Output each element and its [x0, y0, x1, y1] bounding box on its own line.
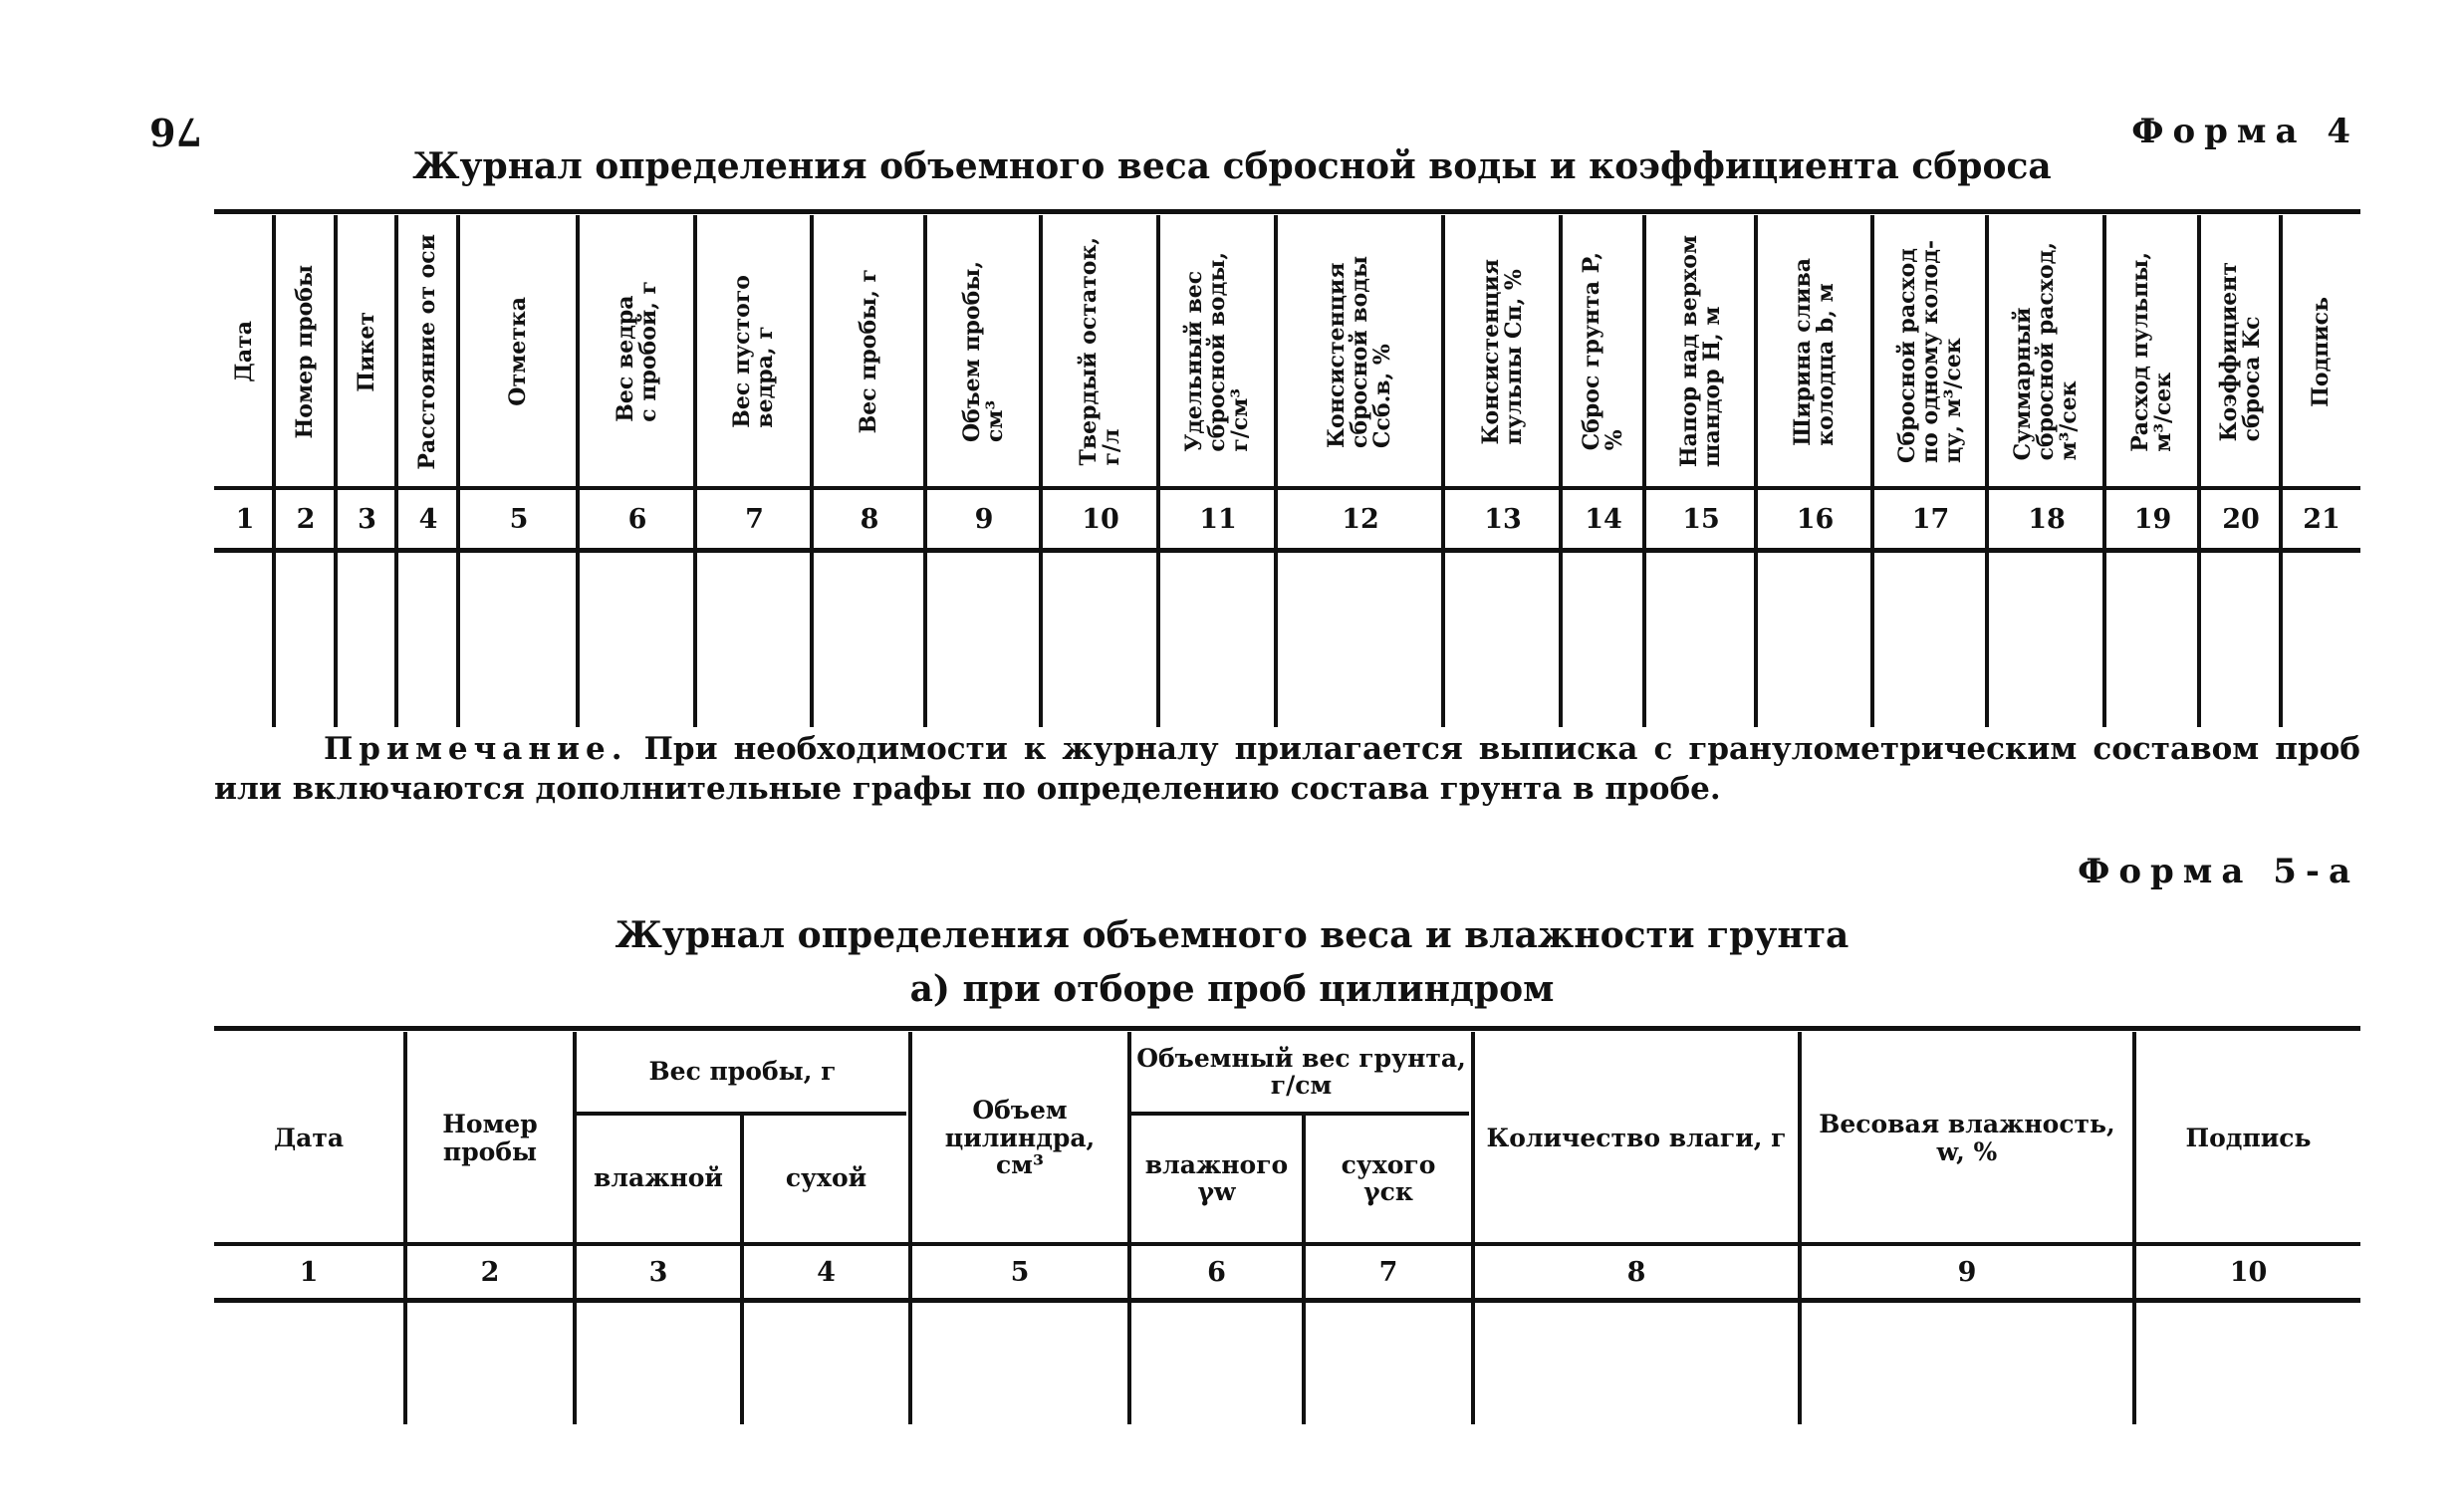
- form4-label: Форма 4: [2131, 112, 2359, 151]
- rule: [214, 1026, 2360, 1031]
- column-header-text: Консистенция пульпы Cп, %: [1477, 258, 1527, 445]
- col-line: [334, 215, 338, 727]
- column-header-text: Дата: [231, 321, 258, 382]
- column-header-text: Ширина слива колодца b, м: [1790, 257, 1840, 446]
- rule: [214, 1298, 2360, 1303]
- column-header-text: Пикет: [353, 311, 379, 392]
- col-line: [1985, 215, 1989, 727]
- header-signature: Подпись: [2185, 1123, 2312, 1152]
- column-header-text: Удельный вес сбросной воды, г/см³: [1181, 251, 1254, 452]
- column-number: 17: [1911, 503, 1950, 535]
- column-header-text: Сбросной расход по одному колод- цу, м³/сек: [1893, 240, 1967, 463]
- column-header: [340, 221, 394, 482]
- column-header: [1648, 221, 1754, 482]
- col-line: [923, 215, 927, 727]
- rule: [214, 1242, 2360, 1246]
- column-number: 3: [358, 503, 376, 535]
- column-header: [929, 221, 1039, 482]
- column-number: 11: [1199, 503, 1237, 535]
- column-header: [1565, 221, 1642, 482]
- col-line: [1559, 215, 1563, 727]
- column-header: [699, 221, 810, 482]
- column-header-text: Сброс грунта P, %: [1578, 252, 1627, 451]
- col-number: 8: [1626, 1256, 1646, 1288]
- note-lead: Примечание.: [324, 731, 628, 767]
- column-number: 18: [2028, 503, 2066, 535]
- col-line: [2197, 215, 2201, 727]
- col-number: 1: [299, 1256, 319, 1288]
- column-number: 10: [1082, 503, 1119, 535]
- column-number: 7: [745, 503, 764, 535]
- rule: [214, 548, 2360, 553]
- form5-table: [214, 1026, 2360, 1424]
- column-header-text: Консистенция сбросной воды Cсб.в, %: [1324, 255, 1396, 448]
- column-header: [582, 221, 693, 482]
- column-header-text: Расход пульпы, м³/сек: [2127, 251, 2177, 452]
- column-header-text: Суммарный сбросной расход, м³/сек: [2010, 242, 2083, 461]
- column-number: 14: [1585, 503, 1622, 535]
- rule: [214, 209, 2360, 214]
- column-number: 13: [1484, 503, 1522, 535]
- col-line: [576, 215, 580, 727]
- column-header: [816, 221, 923, 482]
- column-number: 1: [235, 503, 255, 535]
- column-header-text: Коэффициент сброса Kс: [2215, 261, 2265, 442]
- col-number: 5: [1010, 1256, 1030, 1288]
- col-number: 7: [1378, 1256, 1398, 1288]
- col-line: [810, 215, 814, 727]
- header-wet-gamma: влажного γw: [1144, 1149, 1289, 1206]
- column-header-text: Расстояние от оси: [414, 233, 441, 470]
- column-number: 16: [1796, 503, 1835, 535]
- column-header-text: Напор над верхом шандор H, м: [1675, 235, 1725, 468]
- header-wet: влажной: [594, 1163, 723, 1193]
- col-line: [394, 215, 398, 727]
- column-number: 12: [1342, 503, 1379, 535]
- col-line: [1156, 215, 1160, 727]
- col-line: [456, 215, 460, 727]
- column-header: [462, 221, 576, 482]
- header-sample-weight: Вес пробы, г: [648, 1057, 837, 1087]
- header-date: Дата: [273, 1123, 345, 1152]
- column-header: [1162, 221, 1274, 482]
- col-line: [2279, 215, 2283, 727]
- column-header-text: Вес пустого ведра, г: [729, 275, 779, 428]
- rule: [214, 486, 2360, 490]
- column-number: 2: [296, 503, 316, 535]
- column-header-text: Объем пробы, см³: [958, 260, 1008, 443]
- col-line: [1754, 215, 1758, 727]
- column-number: 21: [2303, 503, 2341, 535]
- column-header: [218, 221, 272, 482]
- col-line: [272, 215, 276, 727]
- header-sample-no: Номер пробы: [442, 1110, 538, 1166]
- column-header: [1280, 221, 1441, 482]
- header-weight-moisture: Весовая влажность, w, %: [1819, 1110, 2115, 1166]
- column-number: 8: [860, 503, 879, 535]
- col-line: [693, 215, 697, 727]
- header-dry-gamma: сухого γск: [1341, 1149, 1436, 1206]
- rule: [575, 1112, 906, 1116]
- column-header: [2285, 221, 2358, 482]
- col-number: 10: [2229, 1256, 2268, 1288]
- form4-table: [214, 209, 2360, 727]
- col-line: [1441, 215, 1445, 727]
- form4-note: [214, 729, 2360, 810]
- form4-title: Журнал определения объемного веса сбросной воды и коэффициента сброса: [412, 145, 2052, 187]
- col-line: [1039, 215, 1043, 727]
- column-number: 19: [2133, 503, 2172, 535]
- column-header: [1760, 221, 1870, 482]
- column-header-text: Отметка: [505, 297, 532, 406]
- column-number: 20: [2222, 503, 2260, 535]
- column-header-text: Подпись: [2308, 296, 2335, 407]
- form5-label: Форма 5-а: [2078, 852, 2359, 891]
- col-number: 6: [1207, 1256, 1226, 1288]
- form5-subtitle: а) при отборе проб цилиндром: [909, 968, 1555, 1010]
- column-header-text: Номер пробы: [292, 264, 319, 439]
- column-number: 4: [418, 503, 438, 535]
- col-line: [2102, 215, 2106, 727]
- column-header: [2108, 221, 2197, 482]
- col-number: 9: [1957, 1256, 1977, 1288]
- col-number: 4: [817, 1256, 836, 1288]
- col-number: 2: [480, 1256, 500, 1288]
- rule: [1129, 1112, 1469, 1116]
- column-header-text: Твердый остаток, г/л: [1075, 237, 1124, 466]
- form5-title: Журнал определения объемного веса и влажности грунта: [615, 914, 1849, 956]
- col-line: [1870, 215, 1874, 727]
- header-volumetric-weight: Объемный вес грунта, г/см: [1136, 1043, 1466, 1100]
- column-header: [1876, 221, 1985, 482]
- page-number: 76: [149, 110, 202, 154]
- column-number: 5: [509, 503, 529, 535]
- column-header: [2203, 221, 2279, 482]
- header-moisture-amount: Количество влаги, г: [1486, 1123, 1787, 1152]
- column-header: [1447, 221, 1559, 482]
- column-header-text: Вес пробы, г: [856, 269, 882, 434]
- column-header-text: Вес ведра с пробой, г: [612, 281, 661, 422]
- column-number: 9: [974, 503, 994, 535]
- header-cylinder-volume: Объем цилиндра, см³: [944, 1096, 1096, 1180]
- note-text: При необходимости к журналу прилагается выписка с гранулометрическим составом проб или включаются дополнительные графы по определению состава грунта в пробе.: [214, 731, 2360, 808]
- column-header: [278, 221, 334, 482]
- header-dry: сухой: [785, 1163, 867, 1193]
- column-header: [400, 221, 456, 482]
- column-number: 15: [1682, 503, 1720, 535]
- col-line: [1274, 215, 1278, 727]
- column-number: 6: [627, 503, 647, 535]
- col-number: 3: [648, 1256, 668, 1288]
- col-line: [1642, 215, 1646, 727]
- column-header: [1045, 221, 1156, 482]
- column-header: [1991, 221, 2102, 482]
